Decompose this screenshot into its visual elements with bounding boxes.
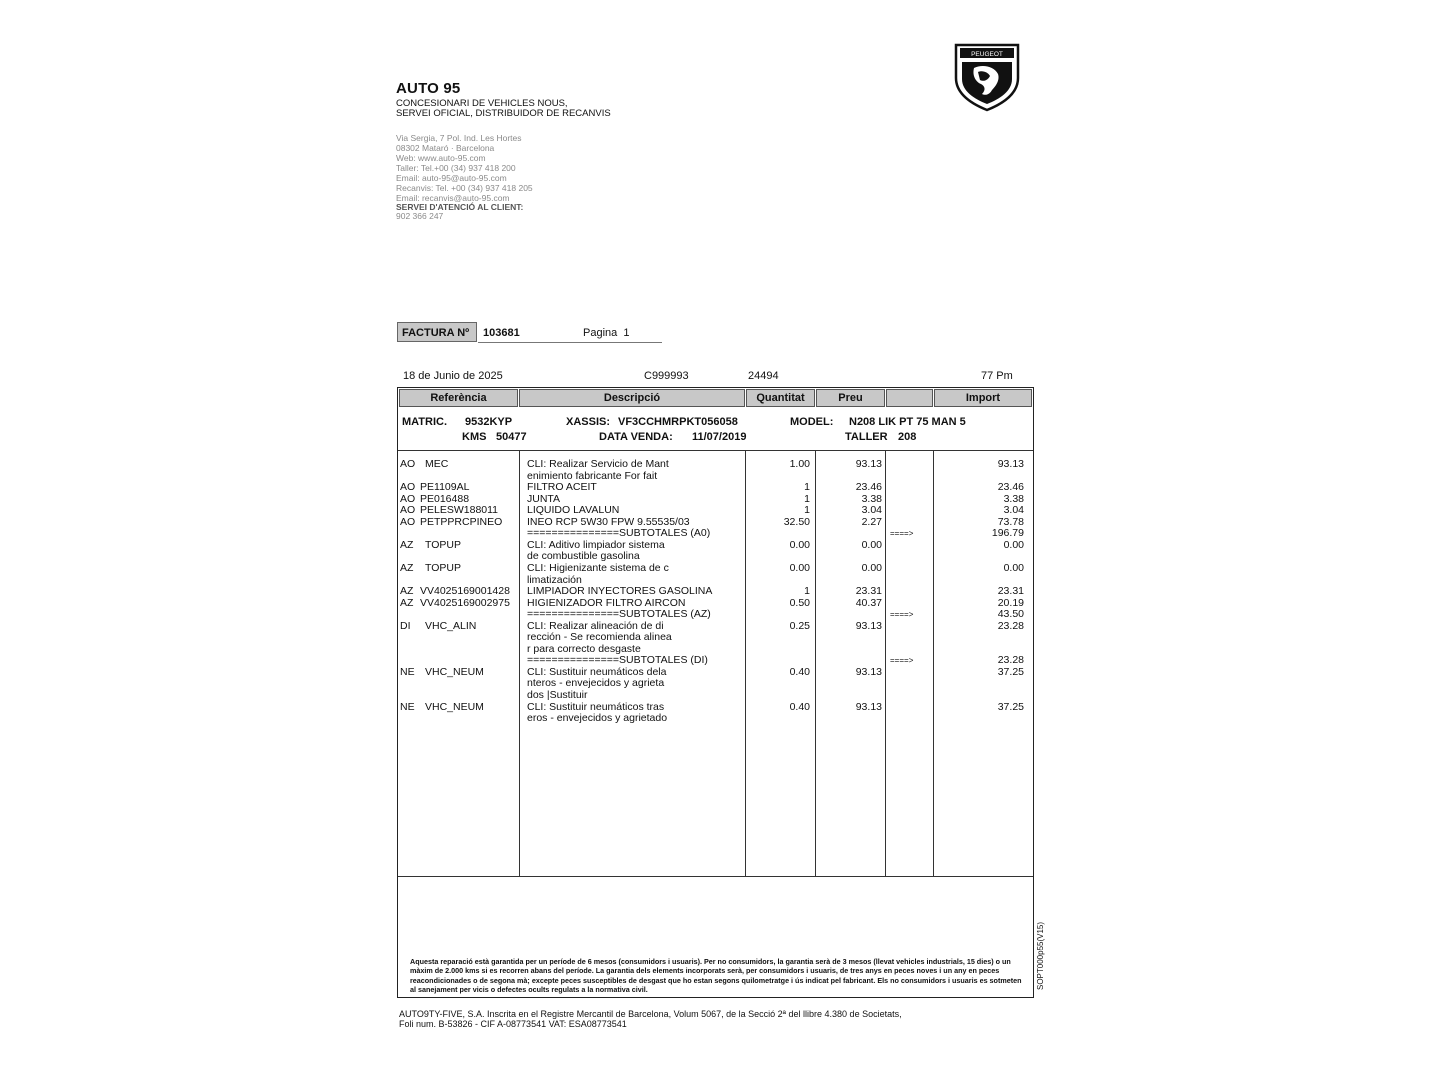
line-desc: HIGIENIZADOR FILTRO AIRCON (527, 596, 686, 609)
line-ref: PETPPRCPINEO (420, 515, 503, 528)
col-header-referencia: Referència (399, 389, 518, 407)
footer-line-1: AUTO9TY-FIVE, S.A. Inscrita en el Registre Mercantil de Barcelona, Volum 5067, de la Secció 2ª del llibre 4.380 de Societats, (399, 1009, 902, 1019)
contact-web: Web: www.auto-95.com (396, 153, 486, 163)
contact-address: Via Sergia, 7 Pol. Ind. Les Hortes (396, 133, 522, 143)
line-amount: 20.19 (997, 596, 1024, 609)
contact-email-recanvis: Email: recanvis@auto-95.com (396, 193, 510, 203)
line-arrow: ====> (890, 656, 914, 666)
line-desc: enimiento fabricante For fait (527, 469, 658, 482)
line-desc: de combustible gasolina (527, 550, 640, 563)
line-arrow: ====> (890, 529, 914, 539)
xassis-label: XASSIS: (566, 416, 611, 428)
company-tagline-1: CONCESIONARI DE VEHICLES NOUS, (396, 98, 568, 109)
form-code: SOPT000p55(V15) (1036, 921, 1045, 990)
line-qty: 1.00 (789, 458, 810, 470)
line-ref: VV4025169002975 (420, 596, 510, 609)
vehicle-separator (398, 450, 1033, 451)
line-code: NE (400, 700, 415, 713)
kms-label: KMS (462, 431, 487, 443)
ref-code: 24494 (748, 370, 779, 382)
model-value: N208 LIK PT 75 MAN 5 (849, 416, 966, 428)
line-amount: 3.04 (1003, 504, 1024, 517)
line-ref: VV4025169001428 (420, 585, 510, 598)
line-amount: 37.25 (997, 700, 1024, 713)
line-amount: 23.28 (997, 654, 1024, 667)
line-desc: CLI: Realizar Servicio de Mant (527, 458, 669, 470)
contact-city: 08302 Mataró · Barcelona (396, 143, 495, 153)
line-qty: 32.50 (783, 515, 810, 528)
line-amount: 0.00 (1003, 561, 1024, 574)
line-code: DI (400, 619, 411, 632)
line-code: AZ (400, 538, 414, 551)
line-qty: 1 (804, 504, 810, 517)
line-qty: 1 (804, 585, 810, 598)
line-ref: TOPUP (425, 538, 461, 551)
line-price: 0.00 (861, 538, 882, 551)
contact-recanvis: Recanvis: Tel. +00 (34) 937 418 205 (396, 183, 533, 193)
line-desc: CLI: Aditivo limpiador sistema (527, 538, 665, 551)
company-tagline-2: SERVEI OFICIAL, DISTRIBUIDOR DE RECANVIS (396, 108, 611, 119)
line-price: 23.31 (855, 585, 882, 598)
col-header-blank (886, 389, 933, 407)
line-price: 3.38 (861, 492, 882, 505)
line-amount: 23.46 (997, 481, 1024, 494)
line-ref: VHC_NEUM (425, 665, 484, 678)
line-amount: 196.79 (991, 527, 1024, 540)
line-amount: 43.50 (997, 608, 1024, 621)
contact-taller: Taller: Tel.+00 (34) 937 418 200 (396, 163, 516, 173)
line-desc: JUNTA (527, 492, 561, 505)
line-desc: CLI: Higienizante sistema de c (527, 561, 669, 574)
line-price: 3.04 (861, 504, 882, 517)
line-desc: limatización (527, 573, 582, 586)
xassis-value: VF3CCHMRPKT056058 (618, 416, 738, 428)
client-code: C999993 (644, 370, 689, 382)
company-name: AUTO 95 (396, 80, 461, 97)
line-amount: 37.25 (997, 665, 1024, 678)
line-amount: 23.28 (997, 619, 1024, 632)
line-ref: VHC_NEUM (425, 700, 484, 713)
operator-code: 77 Pm (981, 370, 1013, 382)
footer-line-2: Foli num. B-53826 - CIF A-08773541 VAT: ESA08773541 (399, 1019, 627, 1029)
line-amount: 93.13 (997, 458, 1024, 470)
line-ref: PE1109AL (420, 481, 470, 494)
line-desc: ===============SUBTOTALES (DI) (527, 654, 708, 667)
line-price: 93.13 (855, 458, 882, 470)
line-qty: 0.25 (789, 619, 810, 632)
invoice-number: 103681 (483, 327, 520, 339)
line-desc: FILTRO ACEIT (527, 481, 597, 494)
line-desc: nteros - envejecidos y agrieta (527, 677, 665, 690)
line-desc: ===============SUBTOTALES (AZ) (527, 608, 711, 621)
model-label: MODEL: (790, 416, 834, 428)
line-price: 93.13 (855, 619, 882, 632)
contact-email: Email: auto-95@auto-95.com (396, 173, 507, 183)
line-code: NE (400, 665, 415, 678)
line-desc: r para correcto desgaste (527, 642, 641, 655)
line-price: 93.13 (855, 700, 882, 713)
line-code: AO (400, 504, 416, 517)
col-header-preu: Preu (816, 389, 885, 407)
line-code: AZ (400, 561, 414, 574)
line-qty: 0.00 (789, 538, 810, 551)
line-price: 0.00 (861, 561, 882, 574)
line-price: 23.46 (855, 481, 882, 494)
contact-service-phone: 902 366 247 (396, 211, 444, 221)
page-label-text: Pagina (583, 327, 618, 339)
line-ref: PE016488 (420, 492, 470, 505)
line-price: 2.27 (861, 515, 882, 528)
line-desc: eros - envejecidos y agrietado (527, 712, 668, 725)
line-ref: VHC_ALIN (425, 619, 477, 632)
line-desc: rección - Se recomienda alinea (527, 631, 672, 644)
line-price: 40.37 (855, 596, 882, 609)
sale-date-value: 11/07/2019 (692, 431, 747, 443)
matric-label: MATRIC. (402, 416, 448, 428)
line-code: AZ (400, 596, 414, 609)
line-desc: dos |Sustituir (527, 689, 588, 701)
line-desc: LIQUIDO LAVALUN (527, 504, 620, 517)
contact-service-label: SERVEI D'ATENCIÓ AL CLIENT: (396, 202, 524, 212)
line-desc: CLI: Sustituir neumáticos dela (527, 665, 667, 678)
line-amount: 73.78 (997, 515, 1024, 528)
line-desc: CLI: Sustituir neumáticos tras (527, 700, 665, 713)
taller-value: 208 (898, 431, 917, 443)
line-code: AO (400, 481, 416, 494)
sale-date-label: DATA VENDA: (599, 431, 673, 443)
col-header-import: Import (934, 389, 1032, 407)
invoice-label: FACTURA Nº (397, 322, 477, 342)
line-amount: 23.31 (997, 585, 1024, 598)
line-qty: 0.00 (789, 561, 810, 574)
line-amount: 3.38 (1003, 492, 1024, 505)
logo-text: PEUGEOT (971, 51, 1003, 58)
line-desc: LIMPIADOR INYECTORES GASOLINA (527, 585, 713, 598)
line-price: 93.13 (855, 665, 882, 678)
body-bottom-line (398, 876, 1033, 877)
divider-price (885, 450, 886, 876)
page-number: 1 (623, 327, 630, 339)
line-ref: MEC (425, 458, 449, 470)
divider-ref (519, 450, 520, 876)
line-desc: INEO RCP 5W30 FPW 9.55535/03 (527, 515, 690, 528)
taller-label: TALLER (845, 431, 888, 443)
line-ref: PELESW188011 (420, 504, 499, 517)
line-desc: ===============SUBTOTALES (A0) (527, 527, 711, 540)
invoice-date: 18 de Junio de 2025 (403, 370, 503, 382)
page-label (583, 327, 630, 339)
col-header-quantitat: Quantitat (746, 389, 815, 407)
peugeot-logo (952, 42, 1022, 112)
col-header-descripcio: Descripció (519, 389, 745, 407)
line-code: AO (400, 492, 416, 505)
line-code: AZ (400, 585, 414, 598)
line-amount: 0.00 (1003, 538, 1024, 551)
line-code: AO (400, 515, 416, 528)
line-code: AO (400, 458, 416, 470)
line-desc: CLI: Realizar alineación de di (527, 619, 664, 632)
line-qty: 1 (804, 481, 810, 494)
line-ref: TOPUP (425, 561, 461, 574)
line-qty: 0.40 (789, 665, 810, 678)
line-qty: 1 (804, 492, 810, 505)
line-qty: 0.40 (789, 700, 810, 713)
invoice-underline (478, 342, 662, 343)
line-qty: 0.50 (789, 596, 810, 609)
warranty-text: Aquesta reparació està garantida per un període de 6 mesos (consumidors i usuaris). Per no consumidors, la garantia serà de 3 mesos (llevat vehicles industrials, 15 dies) o un màxim de 2.000 kms si es recorren abans del període. La garantia dels elements incorporats serà, per consumidors i usuaris, de tres anys en peces noves i un any en peces reacondicionades o de segona mà; excepte peces susceptibles de desgast que ho estan segons quilometratge i ús indicat pel fabricant. Els no consumidors i usuaris es sotmeten al sanejament per vicis o defectes ocults regulats a la normativa civil. (410, 957, 1022, 994)
line-arrow: ====> (890, 610, 914, 620)
matric-value: 9532KYP (465, 416, 513, 428)
kms-value: 50477 (496, 431, 527, 443)
